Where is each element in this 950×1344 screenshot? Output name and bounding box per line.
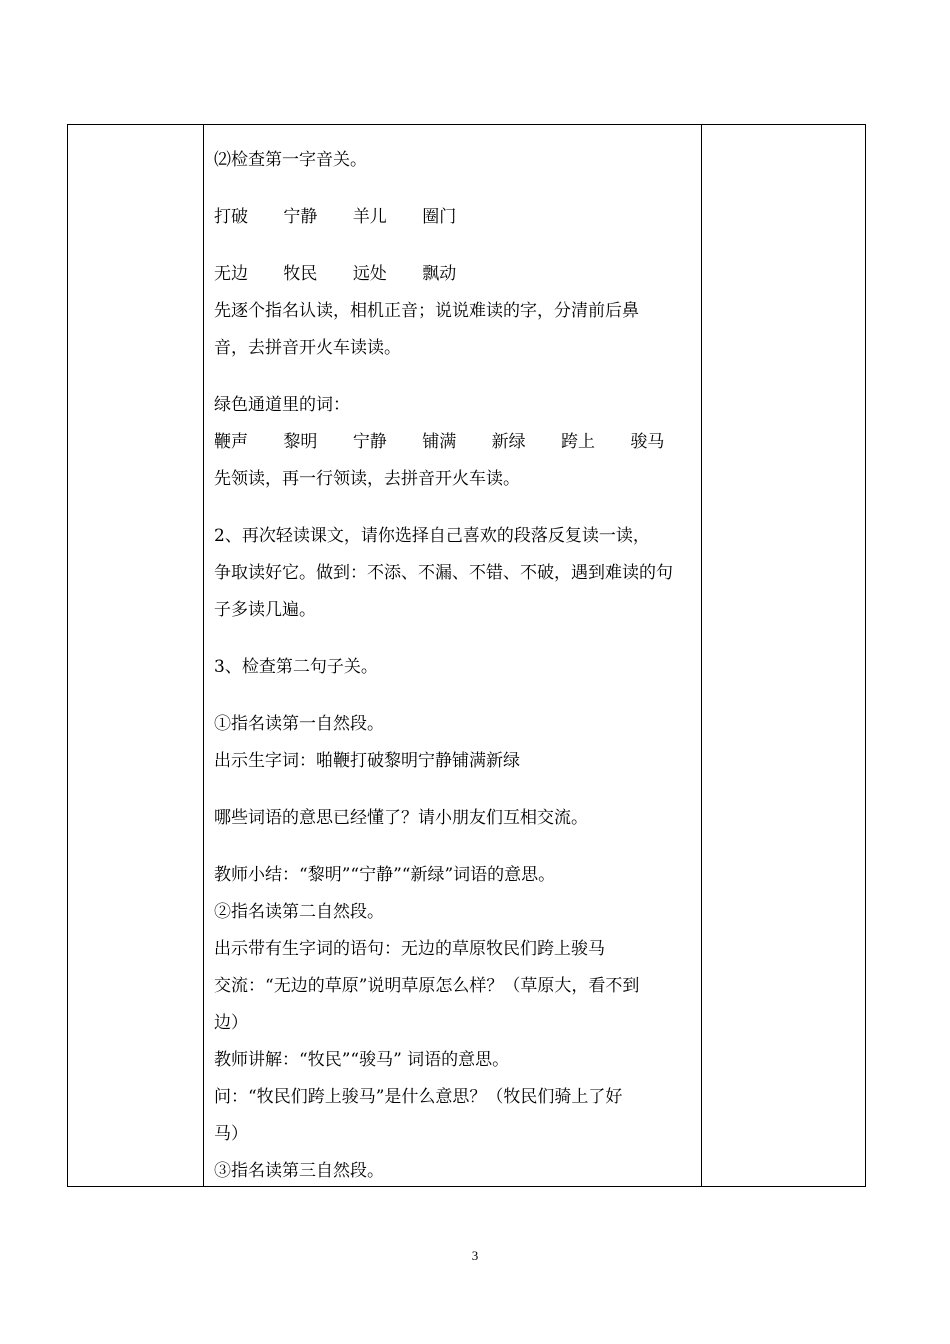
text-line: ⑵检查第一字音关。 bbox=[214, 150, 367, 170]
word: 鞭声 bbox=[214, 432, 248, 452]
page-number: 3 bbox=[471, 1248, 479, 1263]
word: 牧民 bbox=[283, 264, 318, 284]
text-line: 教师小结：“黎明”“宁静”“新绿”词语的意思。 bbox=[214, 865, 556, 885]
text-line: 问：“牧民们跨上骏马”是什么意思？（牧民们骑上了好 bbox=[214, 1087, 623, 1107]
word: 铺满 bbox=[422, 432, 457, 452]
word: 远处 bbox=[352, 264, 387, 284]
word: 圈门 bbox=[422, 207, 457, 227]
text-line: 争取读好它。做到：不添、不漏、不错、不破，遇到难读的句 bbox=[214, 563, 673, 583]
word: 新绿 bbox=[491, 432, 526, 452]
column-divider-left bbox=[203, 125, 204, 1186]
text-line: 边） bbox=[214, 1013, 248, 1033]
word: 黎明 bbox=[283, 432, 318, 452]
text-line: 绿色通道里的词： bbox=[214, 395, 350, 415]
text-line: 子多读几遍。 bbox=[214, 600, 316, 620]
word: 宁静 bbox=[283, 207, 318, 227]
text-line: ①指名读第一自然段。 bbox=[214, 714, 384, 734]
text-line: ②指名读第二自然段。 bbox=[214, 902, 384, 922]
text-line: 马） bbox=[214, 1124, 248, 1144]
text-line: 先逐个指名认读，相机正音；说说难读的字，分清前后鼻 bbox=[214, 301, 639, 321]
word: 无边 bbox=[214, 264, 248, 284]
text-line: ③指名读第三自然段。 bbox=[214, 1161, 384, 1181]
text-line: 3、检查第二句子关。 bbox=[214, 657, 378, 677]
word: 飘动 bbox=[422, 264, 457, 284]
text-line: 音，去拼音开火车读读。 bbox=[214, 338, 401, 358]
text-line: 交流：“无边的草原”说明草原怎么样？（草原大，看不到 bbox=[214, 976, 640, 996]
text-line: 出示带有生字词的语句：无边的草原牧民们跨上骏马 bbox=[214, 939, 605, 959]
word: 宁静 bbox=[352, 432, 387, 452]
column-divider-right bbox=[701, 125, 702, 1186]
word-row-2 bbox=[214, 264, 486, 284]
text-line: 教师讲解：“牧民”“骏马” 词语的意思。 bbox=[214, 1050, 510, 1070]
word-row-1 bbox=[214, 207, 486, 227]
text-line: 先领读，再一行领读，去拼音开火车读。 bbox=[214, 469, 520, 489]
text-line: 哪些词语的意思已经懂了？请小朋友们互相交流。 bbox=[214, 808, 588, 828]
word: 骏马 bbox=[630, 432, 665, 452]
text-line: 2、再次轻读课文，请你选择自己喜欢的段落反复读一读， bbox=[214, 526, 650, 546]
word: 打破 bbox=[214, 207, 248, 227]
word: 羊儿 bbox=[352, 207, 387, 227]
text-line: 出示生字词：啪鞭打破黎明宁静铺满新绿 bbox=[214, 751, 520, 771]
word: 跨上 bbox=[561, 432, 596, 452]
word-row-3 bbox=[214, 432, 694, 452]
